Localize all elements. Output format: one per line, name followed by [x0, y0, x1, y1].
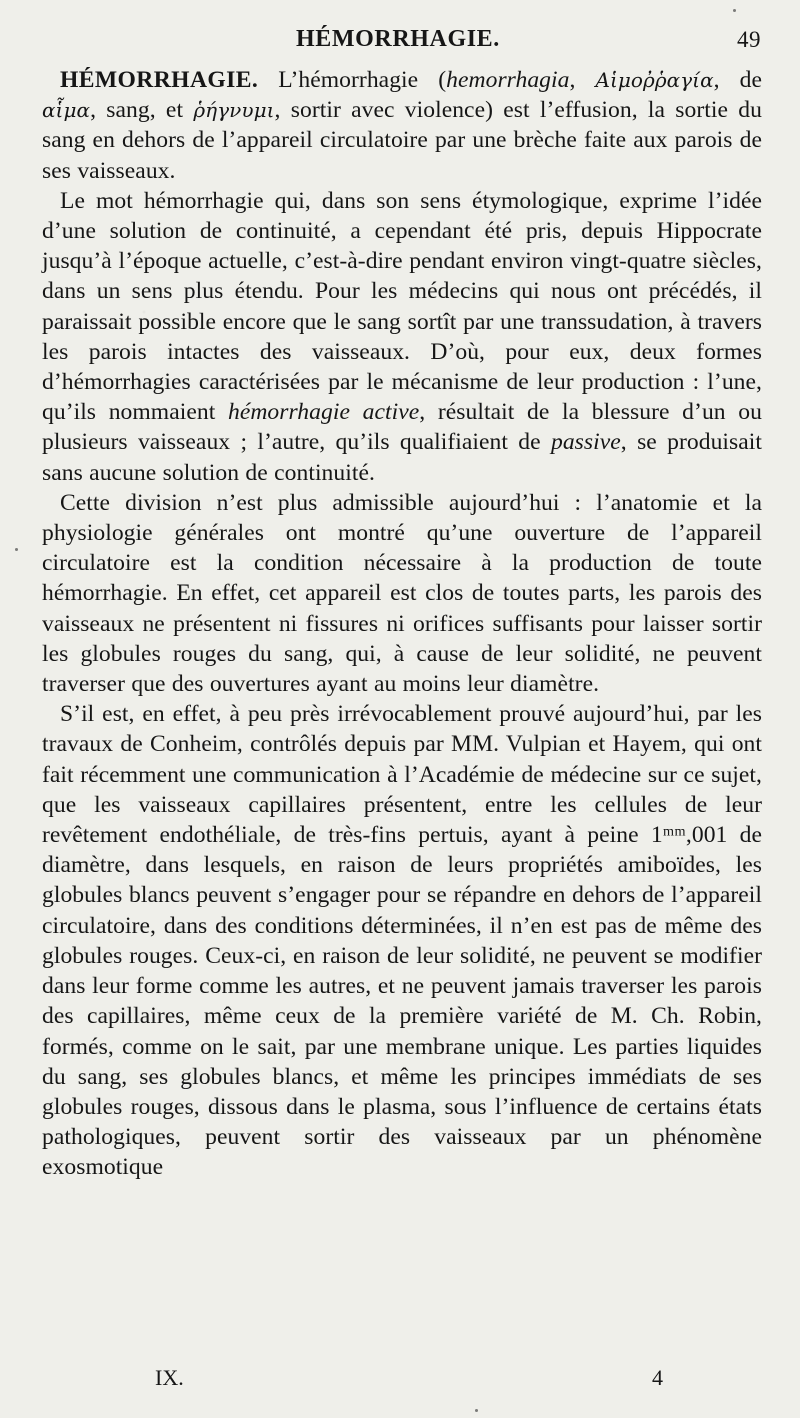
signature-mark: 4	[652, 1365, 663, 1390]
page-number: 49	[737, 27, 761, 52]
latin-term: hemorrhagia	[446, 67, 570, 93]
print-speck	[733, 9, 736, 12]
entry-heading: HÉMORRHAGIE.	[60, 67, 259, 93]
etymology-connector-2: , sang, et	[90, 97, 194, 124]
page-title: HÉMORRHAGIE.	[296, 26, 500, 52]
term-separator: ,	[569, 67, 596, 93]
paragraph-2-text-1: Le mot hémorrhagie qui, dans son sens étymologique, exprime l’idée d’une solution de continuité, a cependant été pris, depuis Hippocrate jusqu’à l’époque actuelle, c’est-à-dire pendant environ vingt-quatre siècles, dans un sens plus étendu. Pour les médecins qui nous ont précédés, il paraissait possible encore que le sang sortît par une transsudation, à travers les parois intactes des vaisseaux. D’où, pour eux, deux formes d’hémorrhagies caractérisées par le mécanisme de leur production : l’une, qu’ils nommaient	[42, 187, 762, 426]
print-speck	[475, 1409, 478, 1412]
active-hemorrhage-term: hémorrhagie active	[227, 399, 420, 426]
running-head	[42, 26, 762, 60]
paragraph-1	[42, 65, 762, 186]
volume-mark: IX.	[155, 1365, 184, 1390]
print-speck	[15, 548, 18, 551]
page-footer	[155, 1365, 663, 1395]
greek-root-burst: ῥήγνυμι	[193, 98, 275, 123]
paragraph-2	[42, 186, 762, 488]
etymology-connector-1: , de	[713, 67, 763, 93]
paragraph-3: Cette division n’est plus admissible aujourd’hui : l’anatomie et la physiologie générales ont montré qu’une ouverture de l’appareil circulatoire est la condition nécessaire à la production de toute hémorrhagie. En effet, cet appareil est clos de toutes parts, les parois des vaisseaux ne présentent ni fissures ni orifices suffisants pour laisser sortir les globules rouges du sang, qui, à cause de leur solidité, ne peuvent traverser que des ouvertures ayant au moins leur diamètre.	[42, 489, 762, 698]
greek-root-blood: αἷμα	[42, 98, 91, 123]
paragraph-2-text-2: , résultait de la blessure d’un ou plusieurs vaisseaux ; l’autre, qu’ils qualifiaient de	[42, 399, 762, 456]
paragraph-2-text-3: , se produisait sans aucune solution de continuité.	[42, 429, 763, 486]
paragraph-1-definition: , sortir avec violence) est l’effusion, la sortie du sang en dehors de l’appareil circulatoire par une brèche faite aux parois de ses vaisseaux.	[42, 97, 762, 184]
passive-hemorrhage-term: passive	[550, 429, 621, 456]
paragraph-4: S’il est, en effet, à peu près irrévocablement prouvé aujourd’hui, par les travaux de Conheim, contrôlés depuis par MM. Vulpian et Hayem, qui ont fait récemment une communication à l’Académie de médecine sur ce sujet, que les vaisseaux capillaires présentent, entre les cellules de leur revêtement endothéliale, de très-fins pertuis, ayant à peine 1ᵐᵐ,001 de diamètre, dans lesquels, en raison de leurs propriétés amiboïdes, les globules blancs peuvent s’engager pour se répandre en dehors de l’appareil circulatoire, dans des conditions déterminées, il n’en est pas de même des globules rouges. Ceux-ci, en raison de leur solidité, ne peuvent se modifier dans leur forme comme les autres, et ne peuvent jamais traverser les parois des capillaires, même ceux de la première variété de M. Ch. Robin, formés, comme on le sait, par une membrane unique. Les parties liquides du sang, ses globules blancs, et même les principes immédiats de ses globules rouges, dissous dans le plasma, sous l’influence de certains états pathologiques, peuvent sortir des vaisseaux par un phénomène exosmotique	[42, 701, 762, 1181]
greek-term: Αἱμοῤῥαγία	[595, 68, 714, 92]
paragraph-1-intro: L’hémorrhagie (	[258, 67, 447, 93]
article-text	[42, 65, 762, 1183]
